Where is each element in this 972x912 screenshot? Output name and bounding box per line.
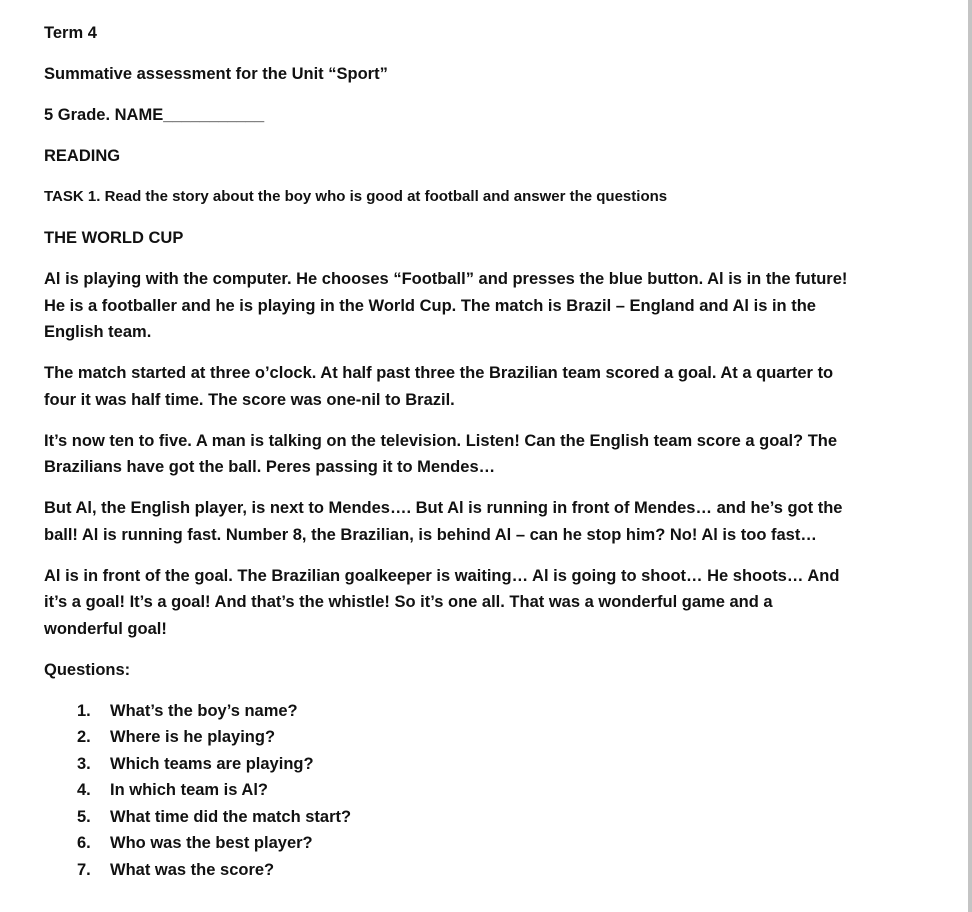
question-number: 7. <box>77 860 91 879</box>
text-line: four it was half time. The score was one-nil to Brazil. <box>44 390 455 409</box>
question-number: 3. <box>77 754 91 773</box>
text-line: English team. <box>44 323 152 341</box>
question-number: 5. <box>77 807 91 826</box>
question-number: 2. <box>77 728 91 746</box>
question-item <box>44 804 944 831</box>
question-item <box>44 698 944 725</box>
text-line: ball! Al is running fast. Number 8, the Brazilian, is behind Al – can he stop him? No! Al is too fast… <box>44 525 817 544</box>
question-text: Where is he playing? <box>110 728 276 746</box>
story-paragraph <box>44 360 944 413</box>
question-text: In which team is Al? <box>110 781 268 799</box>
term-label: Term 4 <box>44 24 97 42</box>
question-item <box>44 751 944 778</box>
question-item <box>44 777 944 804</box>
task-instruction: TASK 1. Read the story about the boy who is good at football and answer the questions <box>44 188 668 205</box>
questions-list <box>44 698 944 884</box>
question-item <box>44 830 944 857</box>
page-edge <box>968 0 972 912</box>
question-item <box>44 857 944 884</box>
text-line: Al is playing with the computer. He chooses “Football” and presses the blue button. Al is in the future! <box>44 270 848 288</box>
story-paragraph <box>44 495 944 548</box>
text-line: It’s now ten to five. A man is talking on the television. Listen! Can the English team score a goal? The <box>44 431 838 450</box>
story-title: THE WORLD CUP <box>44 229 184 247</box>
text-line: He is a footballer and he is playing in the World Cup. The match is Brazil – England and Al is in the <box>44 296 816 315</box>
text-line: Brazilians have got the ball. Peres passing it to Mendes… <box>44 458 496 476</box>
text-line: Al is in front of the goal. The Brazilian goalkeeper is waiting… Al is going to shoot… He shoots… And <box>44 566 840 585</box>
story-paragraph <box>44 266 944 346</box>
text-line: it’s a goal! It’s a goal! And that’s the whistle! So it’s one all. That was a wonderful game and a <box>44 593 773 611</box>
question-number: 4. <box>77 781 91 799</box>
text-line: But Al, the English player, is next to Mendes…. But Al is running in front of Mendes… and he’s got the <box>44 499 843 517</box>
text-line: The match started at three o’clock. At half past three the Brazilian team scored a goal. At a quarter to <box>44 364 834 382</box>
story-paragraph <box>44 563 944 643</box>
question-number: 1. <box>77 701 91 720</box>
section-heading: READING <box>44 147 121 165</box>
text-line: wonderful goal! <box>44 619 167 638</box>
question-text: Which teams are playing? <box>110 754 314 773</box>
story-paragraph <box>44 428 944 481</box>
questions-heading: Questions: <box>44 660 131 679</box>
assessment-title: Summative assessment for the Unit “Sport” <box>44 65 388 83</box>
question-item <box>44 724 944 751</box>
document <box>44 20 944 883</box>
question-text: What time did the match start? <box>110 807 352 826</box>
question-text: What’s the boy’s name? <box>110 701 298 720</box>
question-number: 6. <box>77 834 91 852</box>
question-text: Who was the best player? <box>110 834 313 852</box>
question-text: What was the score? <box>110 860 275 879</box>
grade-name-line: 5 Grade. NAME___________ <box>44 106 265 124</box>
